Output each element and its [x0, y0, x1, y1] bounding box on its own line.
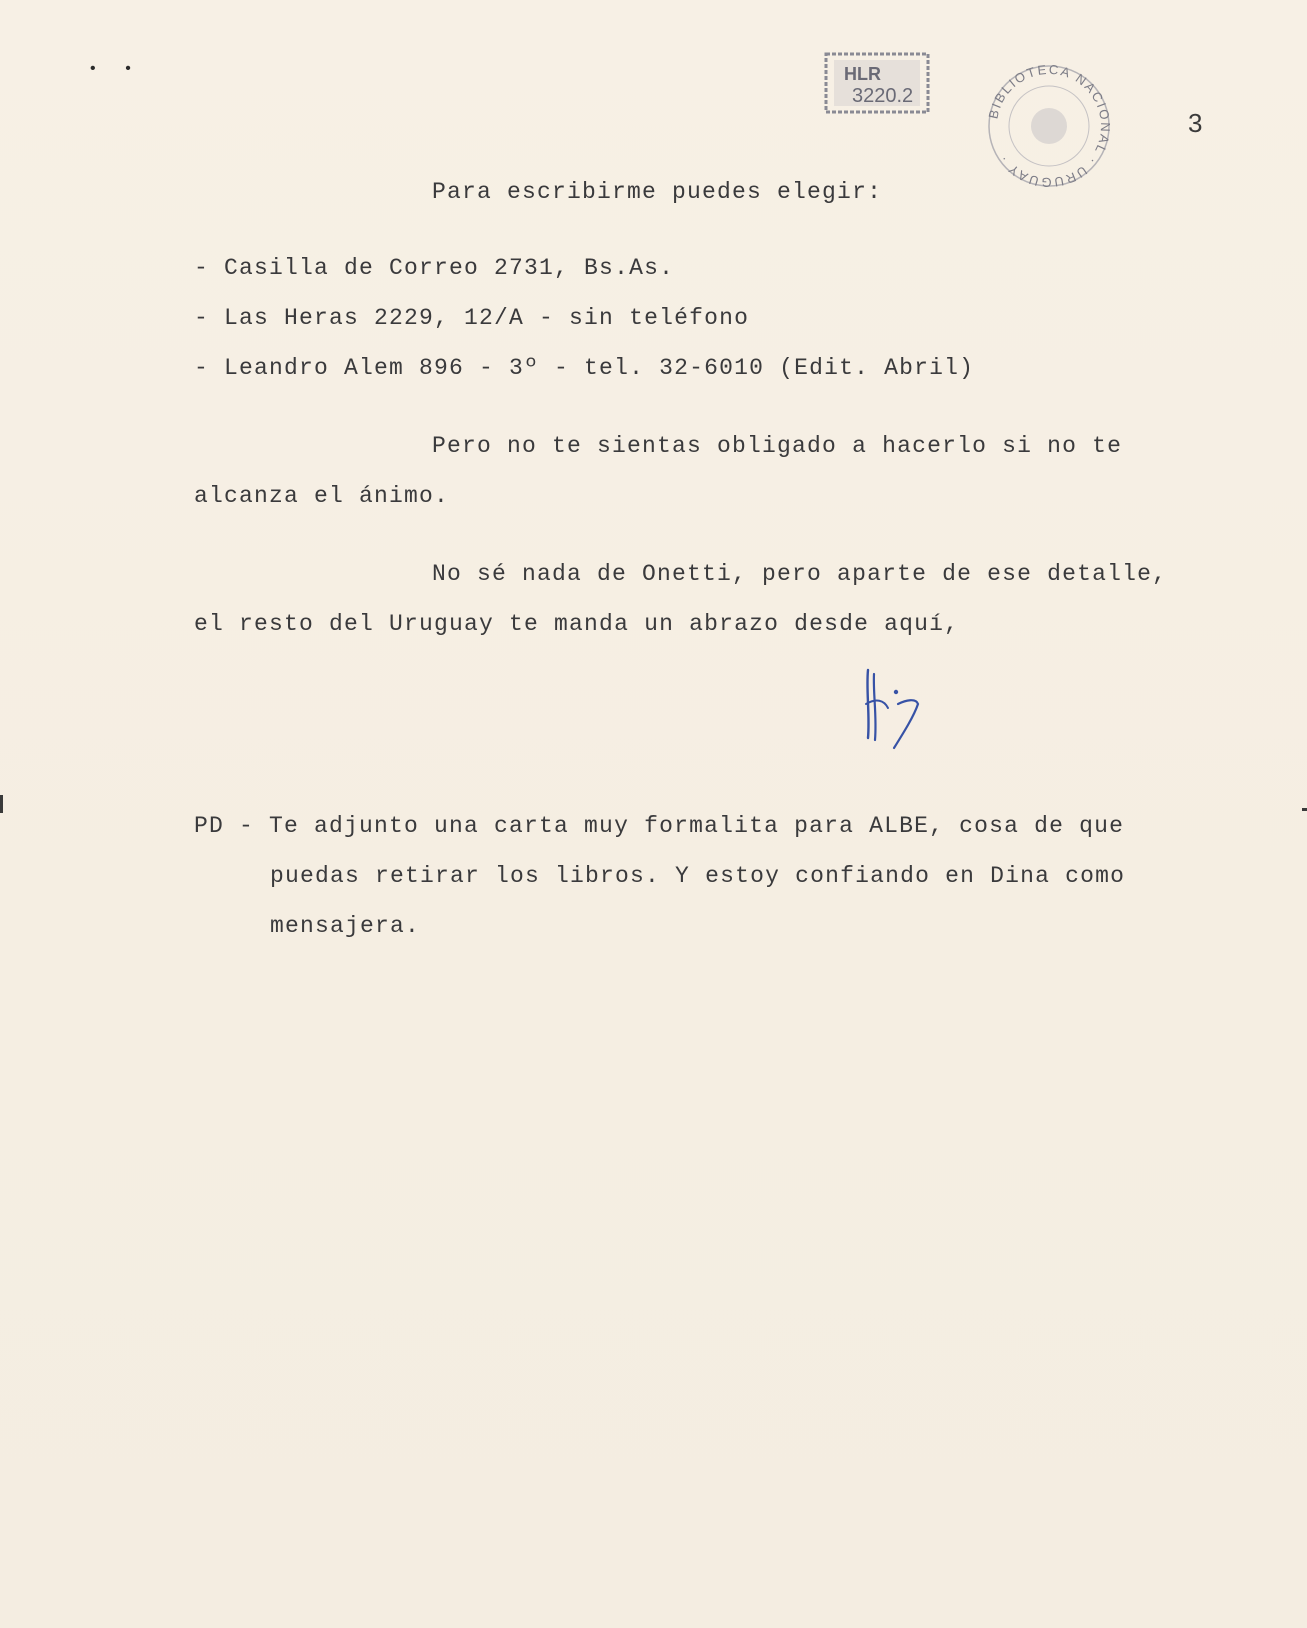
library-seal	[980, 60, 1118, 192]
catalog-stamp	[822, 48, 934, 118]
svg-text:BIBLIOTECA NACIONAL · URUGUAY: BIBLIOTECA NACIONAL · URUGUAY ·	[985, 61, 1114, 191]
left-edge-mark	[0, 795, 3, 813]
paragraph-3-line-2: el resto del Uruguay te manda un abrazo desde aquí,	[194, 611, 960, 637]
postscript-line-3: mensajera.	[270, 913, 421, 939]
address-po-box: - Casilla de Correo 2731, Bs.As.	[194, 255, 675, 281]
page-number: 3	[1188, 108, 1203, 138]
postscript-line-2: puedas retirar los libros. Y estoy confiando en Dina como	[270, 863, 1126, 889]
address-las-heras: - Las Heras 2229, 12/A - sin teléfono	[194, 305, 750, 331]
signature	[858, 660, 928, 752]
right-edge-mark	[1302, 808, 1307, 811]
postscript-line-1: PD - Te adjunto una carta muy formalita para ALBE, cosa de que	[194, 813, 1125, 839]
paragraph-3-line-1: No sé nada de Onetti, pero aparte de ese detalle,	[432, 561, 1168, 587]
address-leandro-alem: - Leandro Alem 896 - 3º - tel. 32-6010 (Edit. Abril)	[194, 355, 975, 381]
catalog-code-number: 3220.2	[852, 85, 914, 107]
catalog-code-prefix: HLR	[844, 64, 881, 84]
paragraph-2-line-2: alcanza el ánimo.	[194, 483, 450, 509]
punch-dots: • •	[88, 60, 141, 78]
paragraph-2-line-1: Pero no te sientas obligado a hacerlo si no te	[432, 433, 1123, 459]
intro-line: Para escribirme puedes elegir:	[432, 179, 883, 205]
